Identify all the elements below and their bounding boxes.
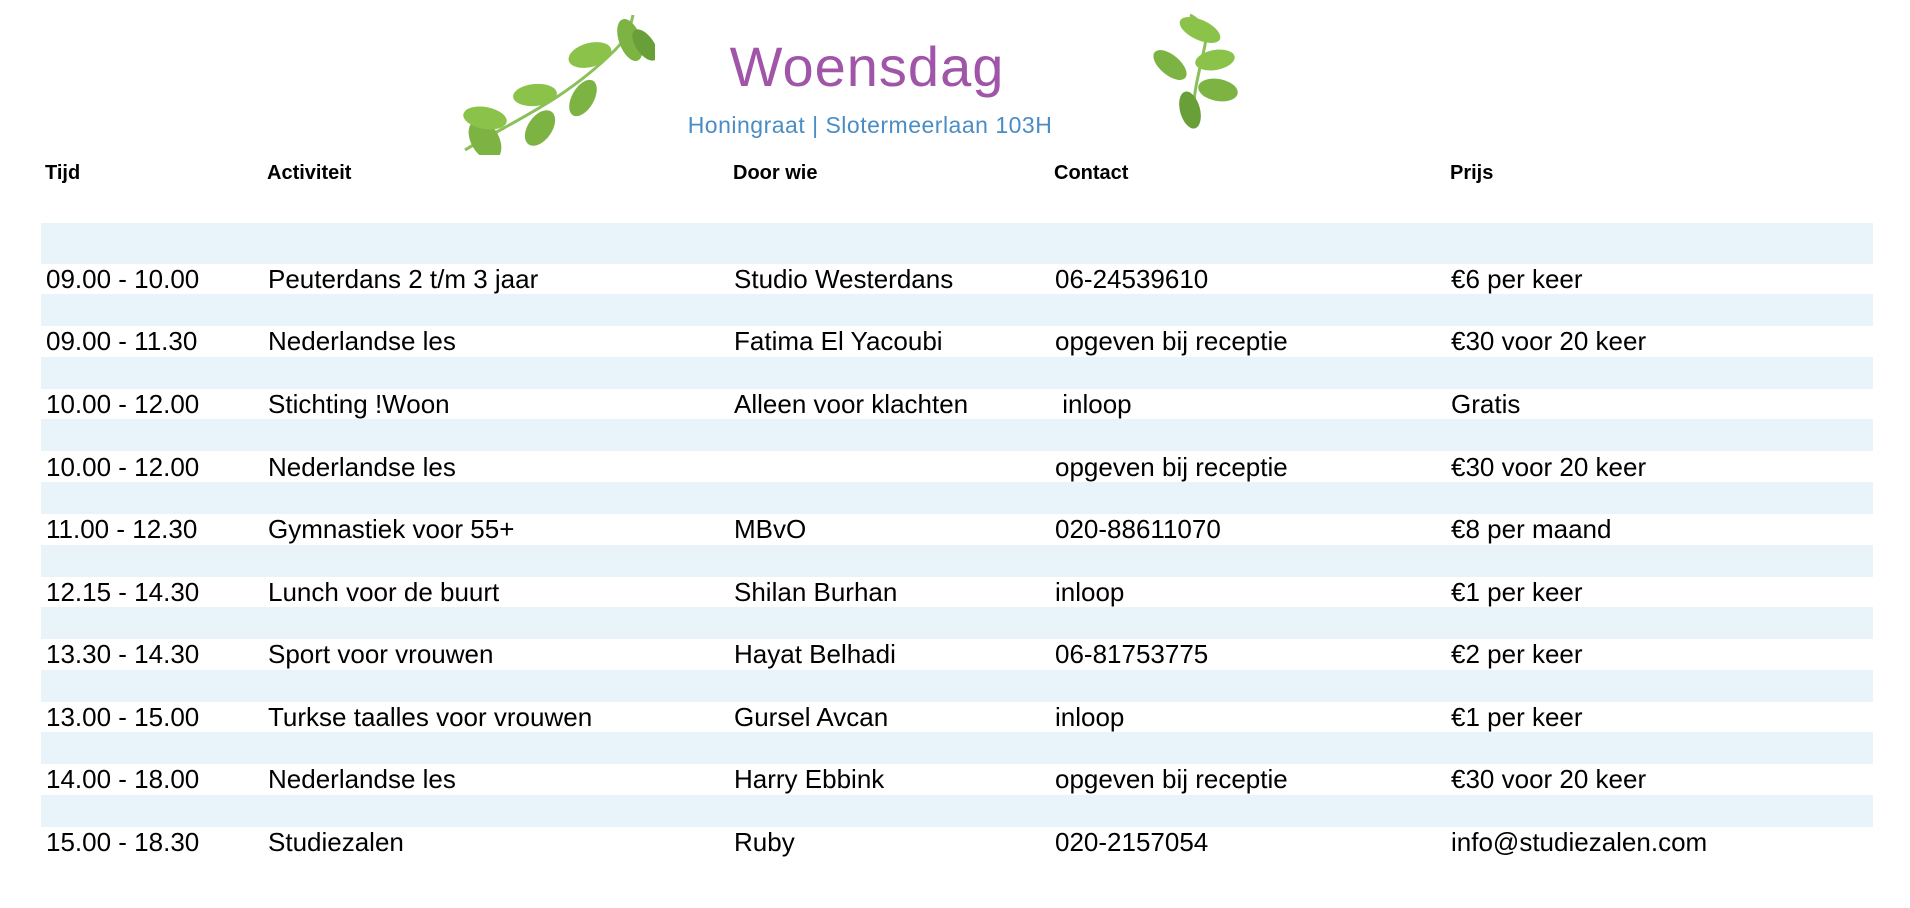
cell-activiteit: Turkse taalles voor vrouwen (268, 702, 593, 732)
cell-tijd: 09.00 - 11.30 (46, 326, 198, 356)
table-row (0, 514, 1910, 544)
cell-prijs: €1 per keer (1451, 702, 1583, 732)
column-header-door-wie: Door wie (733, 162, 818, 184)
cell-door-wie: Harry Ebbink (734, 764, 885, 794)
table-stripe (41, 670, 1873, 702)
table-column-headers (0, 162, 1910, 190)
column-header-prijs: Prijs (1450, 162, 1494, 184)
cell-activiteit: Lunch voor de buurt (268, 577, 500, 607)
cell-tijd: 09.00 - 10.00 (46, 264, 200, 294)
cell-contact: 020-2157054 (1055, 827, 1209, 857)
table-row (0, 452, 1910, 482)
cell-activiteit: Studiezalen (268, 827, 404, 857)
table-stripe (41, 419, 1873, 451)
table-row (0, 639, 1910, 669)
cell-contact: inloop (1055, 389, 1132, 419)
table-row (0, 577, 1910, 607)
table-row (0, 827, 1910, 857)
cell-contact: 06-81753775 (1055, 639, 1209, 669)
cell-door-wie: MBvO (734, 514, 807, 544)
column-header-tijd: Tijd (45, 162, 81, 184)
cell-prijs: €6 per keer (1451, 264, 1583, 294)
leaf-branch-left-decoration (455, 10, 655, 155)
cell-tijd: 11.00 - 12.30 (46, 514, 198, 544)
cell-activiteit: Nederlandse les (268, 764, 456, 794)
table-stripe (41, 732, 1873, 764)
cell-door-wie: Shilan Burhan (734, 577, 898, 607)
table-stripe (41, 795, 1873, 827)
cell-tijd: 15.00 - 18.30 (46, 827, 200, 857)
column-header-contact: Contact (1054, 162, 1129, 184)
table-stripe (41, 294, 1873, 326)
page-header (0, 0, 1910, 150)
table-stripe (41, 545, 1873, 577)
cell-prijs: Gratis (1451, 389, 1521, 419)
location-subtitle: Honingraat | Slotermeerlaan 103H (687, 112, 1053, 138)
cell-prijs: €8 per maand (1451, 514, 1612, 544)
table-stripe (41, 223, 1873, 264)
cell-contact: 020-88611070 (1055, 514, 1221, 544)
cell-tijd: 10.00 - 12.00 (46, 452, 200, 482)
table-stripe (41, 357, 1873, 389)
cell-tijd: 12.15 - 14.30 (46, 577, 200, 607)
cell-prijs: €30 voor 20 keer (1451, 764, 1647, 794)
cell-contact: inloop (1055, 577, 1125, 607)
cell-door-wie: Gursel Avcan (734, 702, 889, 732)
cell-activiteit: Sport voor vrouwen (268, 639, 494, 669)
cell-prijs[interactable]: info@studiezalen.com (1451, 827, 1708, 857)
cell-contact: 06-24539610 (1055, 264, 1209, 294)
cell-contact: opgeven bij receptie (1055, 326, 1288, 356)
cell-prijs: €1 per keer (1451, 577, 1583, 607)
cell-door-wie: Studio Westerdans (734, 264, 954, 294)
cell-door-wie: Ruby (734, 827, 795, 857)
cell-activiteit: Peuterdans 2 t/m 3 jaar (268, 264, 539, 294)
cell-tijd: 13.00 - 15.00 (46, 702, 200, 732)
cell-door-wie: Fatima El Yacoubi (734, 326, 943, 356)
leaf-branch-right-decoration (1150, 10, 1240, 130)
cell-activiteit: Nederlandse les (268, 452, 456, 482)
cell-door-wie: Hayat Belhadi (734, 639, 896, 669)
cell-contact: inloop (1055, 702, 1125, 732)
table-stripe (41, 482, 1873, 514)
table-row (0, 326, 1910, 356)
table-row (0, 264, 1910, 294)
cell-tijd: 14.00 - 18.00 (46, 764, 200, 794)
cell-tijd: 10.00 - 12.00 (46, 389, 200, 419)
cell-prijs: €30 voor 20 keer (1451, 326, 1647, 356)
cell-door-wie: Alleen voor klachten (734, 389, 969, 419)
cell-activiteit: Stichting !Woon (268, 389, 450, 419)
table-row (0, 764, 1910, 794)
table-stripe (41, 607, 1873, 639)
cell-contact: opgeven bij receptie (1055, 452, 1288, 482)
cell-prijs: €2 per keer (1451, 639, 1583, 669)
page-title: Woensdag (729, 35, 1005, 98)
cell-activiteit: Nederlandse les (268, 326, 456, 356)
table-row (0, 389, 1910, 419)
cell-prijs: €30 voor 20 keer (1451, 452, 1647, 482)
cell-tijd: 13.30 - 14.30 (46, 639, 200, 669)
cell-activiteit: Gymnastiek voor 55+ (268, 514, 515, 544)
table-row (0, 702, 1910, 732)
column-header-activiteit: Activiteit (267, 162, 352, 184)
cell-contact: opgeven bij receptie (1055, 764, 1288, 794)
